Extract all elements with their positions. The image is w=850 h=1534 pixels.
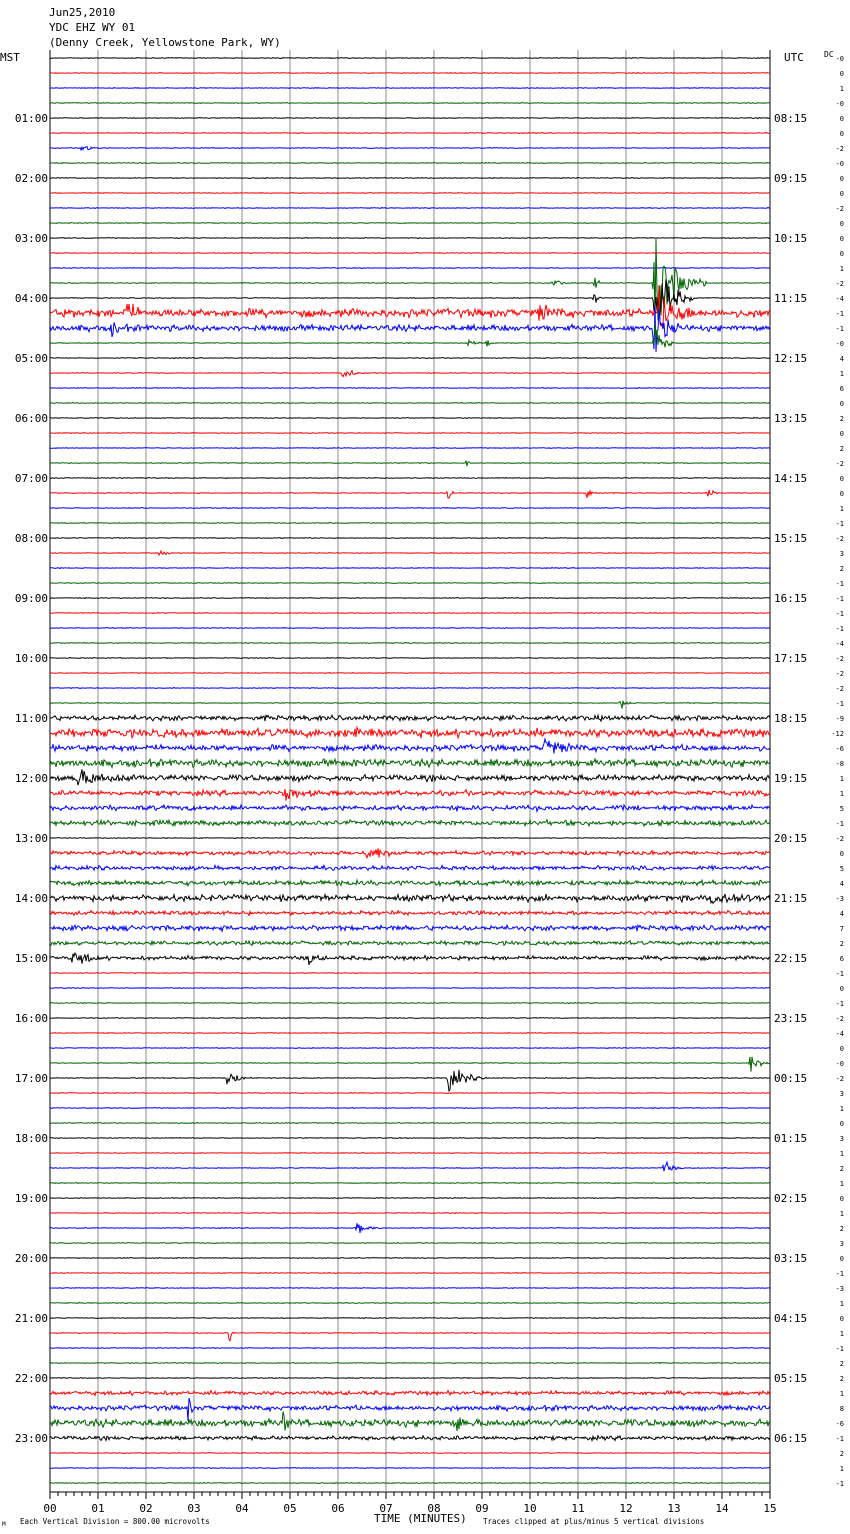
- dc-offset-label: -1: [835, 700, 844, 708]
- trace-line: [50, 1243, 770, 1244]
- dc-offset-label: 0: [839, 1120, 844, 1128]
- left-timezone-label: MST: [0, 51, 20, 64]
- mst-hour-label: 16:00: [14, 1012, 48, 1025]
- x-tick-label: 15: [763, 1502, 777, 1515]
- trace-line: [50, 910, 770, 915]
- trace-line: [50, 88, 770, 89]
- trace-line: [50, 925, 770, 931]
- trace-line: [50, 1288, 770, 1289]
- utc-hour-label: 02:15: [774, 1192, 808, 1205]
- trace-line: [50, 673, 770, 674]
- dc-offset-label: 0: [839, 70, 844, 78]
- trace-line: [50, 208, 770, 209]
- trace-line: [50, 1057, 770, 1072]
- dc-offset-label: -0: [835, 55, 844, 63]
- dc-offset-label: 2: [839, 1165, 844, 1173]
- dc-offset-label: 1: [839, 1150, 844, 1158]
- trace-line: [50, 1070, 770, 1091]
- trace-line: [50, 953, 770, 965]
- trace-line: [50, 371, 770, 377]
- trace-line: [50, 715, 770, 721]
- right-timezone-label: UTC: [784, 51, 804, 64]
- utc-hour-label: 03:15: [774, 1252, 808, 1265]
- mst-hour-label: 14:00: [14, 892, 48, 905]
- dc-offset-label: -2: [835, 835, 844, 843]
- trace-line: [50, 820, 770, 826]
- dc-offset-label: -2: [835, 205, 844, 213]
- x-tick-label: 13: [667, 1502, 681, 1515]
- dc-label: DC: [824, 50, 834, 59]
- trace-line: [50, 1412, 770, 1432]
- trace-line: [50, 433, 770, 434]
- utc-hour-label: 16:15: [774, 592, 808, 605]
- dc-offset-label: -1: [835, 1345, 844, 1353]
- dc-offset-label: 1: [839, 790, 844, 798]
- trace-line: [50, 178, 770, 179]
- dc-offset-label: -4: [835, 295, 844, 303]
- dc-offset-label: 1: [839, 370, 844, 378]
- trace-line: [50, 133, 770, 134]
- trace-line: [50, 490, 770, 498]
- utc-hour-label: 09:15: [774, 172, 808, 185]
- trace-line: [50, 1303, 770, 1304]
- dc-offset-label: 0: [839, 190, 844, 198]
- trace-line: [50, 118, 770, 119]
- x-tick-label: 00: [43, 1502, 57, 1515]
- dc-offset-label: 0: [839, 985, 844, 993]
- mst-hour-label: 15:00: [14, 952, 48, 965]
- x-tick-label: 01: [91, 1502, 105, 1515]
- trace-line: [50, 789, 770, 801]
- x-tick-label: 08: [427, 1502, 441, 1515]
- trace-line: [50, 988, 770, 989]
- dc-offset-label: 6: [839, 955, 844, 963]
- dc-offset-label: 2: [839, 1360, 844, 1368]
- dc-offset-label: 2: [839, 940, 844, 948]
- trace-line: [50, 1153, 770, 1154]
- utc-hour-label: 20:15: [774, 832, 808, 845]
- utc-hour-label: 15:15: [774, 532, 808, 545]
- x-tick-label: 02: [139, 1502, 153, 1515]
- trace-line: [50, 658, 770, 659]
- trace-line: [50, 1138, 770, 1139]
- trace-line: [50, 1223, 770, 1233]
- trace-line: [50, 253, 770, 254]
- dc-offset-label: -6: [835, 1420, 844, 1428]
- dc-offset-label: 1: [839, 1330, 844, 1338]
- trace-line: [50, 865, 770, 870]
- utc-hour-label: 08:15: [774, 112, 808, 125]
- trace-line: [50, 508, 770, 509]
- dc-offset-label: 5: [839, 805, 844, 813]
- dc-offset-label: 0: [839, 115, 844, 123]
- trace-line: [50, 73, 770, 74]
- trace-line: [50, 1048, 770, 1049]
- utc-hour-label: 21:15: [774, 892, 808, 905]
- dc-offset-label: 3: [839, 550, 844, 558]
- trace-line: [50, 403, 770, 404]
- dc-offset-label: -12: [831, 730, 844, 738]
- mst-hour-label: 19:00: [14, 1192, 48, 1205]
- trace-line: [50, 1483, 770, 1484]
- dc-offset-label: 1: [839, 1300, 844, 1308]
- dc-offset-label: -1: [835, 1270, 844, 1278]
- dc-offset-label: 1: [839, 265, 844, 273]
- dc-offset-label: 1: [839, 1465, 844, 1473]
- trace-line: [50, 1108, 770, 1109]
- dc-offset-label: 0: [839, 850, 844, 858]
- mst-hour-label: 17:00: [14, 1072, 48, 1085]
- mst-hour-label: 08:00: [14, 532, 48, 545]
- dc-offset-label: 0: [839, 475, 844, 483]
- dc-offset-label: 3: [839, 1240, 844, 1248]
- dc-offset-label: -1: [835, 970, 844, 978]
- trace-line: [50, 759, 770, 768]
- trace-line: [50, 973, 770, 974]
- dc-offset-label: 2: [839, 445, 844, 453]
- trace-line: [50, 701, 770, 709]
- mst-hour-label: 23:00: [14, 1432, 48, 1445]
- dc-offset-label: 2: [839, 1450, 844, 1458]
- trace-line: [50, 223, 770, 224]
- utc-hour-label: 05:15: [774, 1372, 808, 1385]
- trace-line: [50, 769, 770, 785]
- trace-line: [50, 1378, 770, 1379]
- dc-offset-label: 0: [839, 175, 844, 183]
- dc-offset-label: 0: [839, 490, 844, 498]
- x-tick-label: 05: [283, 1502, 297, 1515]
- dc-offset-label: 0: [839, 235, 844, 243]
- utc-hour-label: 06:15: [774, 1432, 808, 1445]
- trace-line: [50, 1093, 770, 1094]
- utc-hour-label: 22:15: [774, 952, 808, 965]
- dc-offset-label: -1: [835, 1435, 844, 1443]
- mst-hour-label: 11:00: [14, 712, 48, 725]
- dc-offset-label: -3: [835, 895, 844, 903]
- dc-offset-label: -1: [835, 595, 844, 603]
- x-tick-label: 09: [475, 1502, 489, 1515]
- trace-line: [50, 1018, 770, 1019]
- trace-line: [50, 583, 770, 584]
- trace-line: [50, 805, 770, 811]
- trace-line: [50, 238, 770, 239]
- dc-offset-label: 1: [839, 1390, 844, 1398]
- dc-offset-label: -8: [835, 760, 844, 768]
- trace-line: [50, 739, 770, 753]
- trace-line: [50, 58, 770, 59]
- dc-offset-label: 0: [839, 400, 844, 408]
- mst-hour-label: 20:00: [14, 1252, 48, 1265]
- x-tick-label: 06: [331, 1502, 345, 1515]
- mst-hour-label: 18:00: [14, 1132, 48, 1145]
- utc-hour-label: 14:15: [774, 472, 808, 485]
- x-tick-label: 12: [619, 1502, 633, 1515]
- mst-hour-label: 13:00: [14, 832, 48, 845]
- dc-offset-label: -2: [835, 1015, 844, 1023]
- dc-offset-label: -1: [835, 1480, 844, 1488]
- trace-line: [50, 838, 770, 839]
- dc-offset-label: -1: [835, 610, 844, 618]
- dc-offset-label: -2: [835, 460, 844, 468]
- trace-line: [50, 448, 770, 449]
- trace-line: [50, 643, 770, 644]
- x-tick-label: 10: [523, 1502, 537, 1515]
- trace-line: [50, 1003, 770, 1004]
- x-tick-label: 07: [379, 1502, 393, 1515]
- dc-offset-label: -1: [835, 1000, 844, 1008]
- utc-hour-label: 04:15: [774, 1312, 808, 1325]
- mst-hour-label: 07:00: [14, 472, 48, 485]
- dc-offset-label: -4: [835, 1030, 844, 1038]
- trace-line: [50, 239, 770, 321]
- mst-hour-label: 10:00: [14, 652, 48, 665]
- dc-offset-label: -2: [835, 1075, 844, 1083]
- dc-offset-label: 4: [839, 355, 844, 363]
- trace-line: [50, 568, 770, 569]
- trace-line: [50, 941, 770, 946]
- x-tick-label: 11: [571, 1502, 585, 1515]
- trace-line: [50, 1363, 770, 1364]
- dc-offset-label: 7: [839, 925, 844, 933]
- utc-hour-label: 23:15: [774, 1012, 808, 1025]
- trace-line: [50, 418, 770, 419]
- dc-offset-label: -6: [835, 745, 844, 753]
- utc-hour-label: 00:15: [774, 1072, 808, 1085]
- x-axis-label: TIME (MINUTES): [374, 1512, 467, 1525]
- dc-offset-label: 0: [839, 1045, 844, 1053]
- mst-hour-label: 03:00: [14, 232, 48, 245]
- mst-hour-label: 21:00: [14, 1312, 48, 1325]
- dc-offset-label: -2: [835, 655, 844, 663]
- trace-line: [50, 1123, 770, 1124]
- trace-line: [50, 163, 770, 164]
- trace-line: [50, 1348, 770, 1349]
- trace-line: [50, 193, 770, 194]
- trace-line: [50, 147, 770, 150]
- trace-line: [50, 628, 770, 629]
- utc-hour-label: 13:15: [774, 412, 808, 425]
- trace-line: [50, 1453, 770, 1454]
- mst-hour-label: 09:00: [14, 592, 48, 605]
- dc-offset-label: -1: [835, 580, 844, 588]
- dc-offset-label: 3: [839, 1135, 844, 1143]
- mst-hour-label: 05:00: [14, 352, 48, 365]
- scale-note: Each Vertical Division = 800.00 microvolts: [20, 1517, 210, 1526]
- dc-offset-label: 1: [839, 505, 844, 513]
- dc-offset-label: 0: [839, 220, 844, 228]
- dc-offset-label: 3: [839, 1090, 844, 1098]
- dc-offset-label: -2: [835, 145, 844, 153]
- clip-note: Traces clipped at plus/minus 5 vertical divisions: [483, 1517, 705, 1526]
- dc-offset-label: -1: [835, 520, 844, 528]
- utc-hour-label: 11:15: [774, 292, 808, 305]
- dc-offset-label: 1: [839, 1180, 844, 1188]
- trace-line: [50, 1468, 770, 1469]
- dc-offset-label: 1: [839, 775, 844, 783]
- mst-hour-label: 06:00: [14, 412, 48, 425]
- trace-line: [50, 1198, 770, 1199]
- trace-line: [50, 478, 770, 479]
- utc-hour-label: 10:15: [774, 232, 808, 245]
- x-tick-label: 14: [715, 1502, 729, 1515]
- utc-hour-label: 19:15: [774, 772, 808, 785]
- dc-offset-label: -1: [835, 310, 844, 318]
- dc-offset-label: -2: [835, 535, 844, 543]
- dc-offset-label: 1: [839, 1210, 844, 1218]
- dc-offset-label: -0: [835, 100, 844, 108]
- dc-offset-label: -3: [835, 1285, 844, 1293]
- trace-line: [50, 461, 770, 466]
- dc-offset-label: 0: [839, 1195, 844, 1203]
- trace-line: [50, 1258, 770, 1259]
- mst-hour-label: 04:00: [14, 292, 48, 305]
- trace-line: [50, 1391, 770, 1396]
- dc-offset-label: 0: [839, 130, 844, 138]
- trace-line: [50, 727, 770, 738]
- trace-line: [50, 388, 770, 389]
- dc-offset-label: 1: [839, 1105, 844, 1113]
- dc-offset-label: -0: [835, 160, 844, 168]
- seismic-traces: [50, 58, 770, 1484]
- dc-offset-label: 4: [839, 910, 844, 918]
- corner-mark: M: [2, 1521, 6, 1528]
- dc-offset-label: -0: [835, 1060, 844, 1068]
- dc-offset-label: 1: [839, 85, 844, 93]
- x-tick-label: 03: [187, 1502, 201, 1515]
- mst-hour-label: 12:00: [14, 772, 48, 785]
- dc-offset-label: 2: [839, 1375, 844, 1383]
- x-tick-label: 04: [235, 1502, 249, 1515]
- header-station: YDC EHZ WY 01: [49, 21, 136, 34]
- dc-offset-label: 0: [839, 1315, 844, 1323]
- axis-labels: [15, 55, 844, 1515]
- dc-offset-label: -4: [835, 640, 844, 648]
- dc-offset-label: -0: [835, 340, 844, 348]
- dc-offset-label: -9: [835, 715, 844, 723]
- trace-line: [50, 358, 770, 359]
- dc-offset-label: 5: [839, 865, 844, 873]
- dc-offset-label: 4: [839, 880, 844, 888]
- trace-line: [50, 1213, 770, 1214]
- trace-line: [50, 1183, 770, 1184]
- utc-hour-label: 12:15: [774, 352, 808, 365]
- trace-line: [50, 613, 770, 614]
- trace-line: [50, 894, 770, 903]
- trace-line: [50, 688, 770, 689]
- dc-offset-label: -2: [835, 670, 844, 678]
- mst-hour-label: 22:00: [14, 1372, 48, 1385]
- header-date: Jun25,2010: [49, 6, 116, 19]
- dc-offset-label: 0: [839, 430, 844, 438]
- trace-line: [50, 1273, 770, 1274]
- trace-line: [50, 848, 770, 857]
- utc-hour-label: 17:15: [774, 652, 808, 665]
- trace-line: [50, 1318, 770, 1319]
- dc-offset-label: 6: [839, 385, 844, 393]
- dc-offset-label: 2: [839, 565, 844, 573]
- utc-hour-label: 18:15: [774, 712, 808, 725]
- trace-line: [50, 551, 770, 555]
- trace-line: [50, 523, 770, 524]
- dc-offset-label: 0: [839, 1255, 844, 1263]
- trace-line: [50, 598, 770, 599]
- trace-line: [50, 538, 770, 539]
- dc-offset-label: 8: [839, 1405, 844, 1413]
- mst-hour-label: 02:00: [14, 172, 48, 185]
- trace-line: [50, 1162, 770, 1171]
- trace-line: [50, 1033, 770, 1034]
- dc-offset-label: 0: [839, 250, 844, 258]
- dc-offset-label: 2: [839, 1225, 844, 1233]
- utc-hour-label: 01:15: [774, 1132, 808, 1145]
- trace-line: [50, 1398, 770, 1421]
- dc-offset-label: -2: [835, 685, 844, 693]
- mst-hour-label: 01:00: [14, 112, 48, 125]
- trace-line: [50, 103, 770, 104]
- trace-line: [50, 268, 770, 269]
- trace-line: [50, 1332, 770, 1341]
- dc-offset-label: 2: [839, 415, 844, 423]
- trace-line: [50, 880, 770, 886]
- header-location: (Denny Creek, Yellowstone Park, WY): [49, 36, 281, 49]
- trace-line: [50, 1436, 770, 1441]
- dc-offset-label: -2: [835, 280, 844, 288]
- dc-offset-label: -1: [835, 625, 844, 633]
- dc-offset-label: -1: [835, 820, 844, 828]
- dc-offset-label: -1: [835, 325, 844, 333]
